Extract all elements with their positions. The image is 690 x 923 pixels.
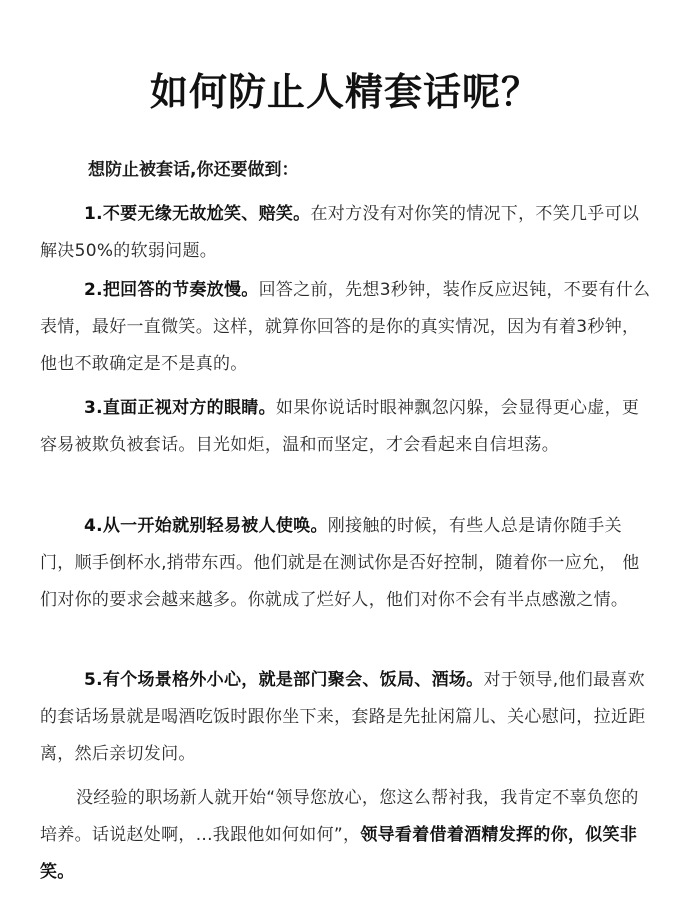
point-5-heading: 5.有个场景格外小心，就是部门聚会、饭局、酒场。	[84, 670, 484, 690]
point-3-body: 如果你说话时眼神飘忽闪躲，会显得更心虚，更容易被欺负被套话。目光如炬，温和而坚定，才会看起来自信坦荡。	[40, 398, 640, 455]
closing-body: 没经验的职场新人就开始“领导您放心，您这么帮衬我，我肯定不辜负您的培养。话说赵处啊，...我跟他如何如何”，	[40, 788, 639, 845]
point-3	[40, 390, 655, 464]
page-title: 如何防止人精套话呢？	[149, 70, 540, 114]
point-1-body: 在对方没有对你笑的情况下，不笑几乎可以解决50%的软弱问题。	[40, 204, 640, 261]
closing-emphasis: 领导看着借着酒精发挥的你，似笑非笑。	[40, 825, 638, 882]
closing-paragraph	[40, 780, 655, 891]
point-1	[40, 196, 655, 270]
point-2	[40, 272, 655, 383]
point-4-body: 刚接触的时候，有些人总是请你随手关门，顺手倒杯水,捎带东西。他们就是在测试你是否好控制，随着你一应允， 他们对你的要求会越来越多。你就成了烂好人，他们对你不会有半点感激之情。	[40, 516, 640, 610]
point-2-body: 回答之前，先想3秒钟，装作反应迟钝，不要有什么表情，最好一直微笑。这样，就算你回答的是你的真实情况，因为有着3秒钟，他也不敢确定是不是真的。	[40, 280, 651, 374]
point-5-body: 对于领导,他们最喜欢的套话场景就是喝酒吃饭时跟你坐下来，套路是先扯闲篇儿、关心慰问，拉近距离，然后亲切发问。	[40, 670, 646, 764]
intro-text: 想防止被套话,你还要做到：	[88, 160, 299, 180]
point-5	[40, 662, 655, 773]
point-4-heading: 4.从一开始就别轻易被人使唤。	[84, 516, 328, 536]
point-1-heading: 1.不要无缘无故尬笑、赔笑。	[84, 204, 311, 224]
point-3-heading: 3.直面正视对方的眼睛。	[84, 398, 276, 418]
point-4	[40, 508, 655, 619]
point-2-heading: 2.把回答的节奏放慢。	[84, 280, 259, 300]
